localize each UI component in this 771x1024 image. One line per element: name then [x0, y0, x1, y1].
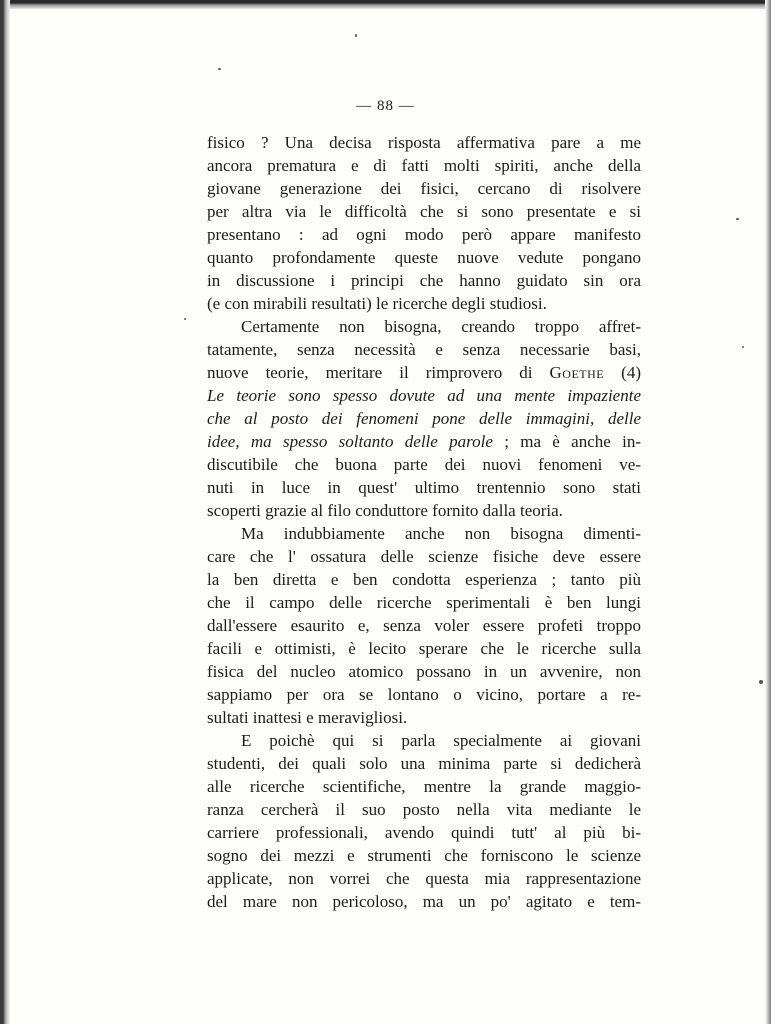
- text-segment: nuti in luce in quest' ultimo trentennio sono stati: [207, 478, 641, 497]
- text-segment: presentano : ad ogni modo però appare manifesto: [207, 225, 641, 244]
- page-number: — 88 —: [356, 98, 415, 114]
- text-line: [207, 430, 641, 453]
- text-segment: carriere professionali, avendo quindi tutt' al più bi-: [207, 823, 641, 842]
- text-segment: giovane generazione dei fisici, cercano di risolvere: [207, 179, 641, 198]
- text-line: [207, 476, 641, 499]
- scan-speck: [218, 68, 221, 70]
- italic-quote-segment: idee, ma spesso soltanto delle parole: [207, 432, 493, 451]
- text-segment: la ben diretta e ben condotta esperienza ; tanto più: [207, 570, 641, 589]
- text-segment: ranza cercherà il suo posto nella vita mediante le: [207, 800, 641, 819]
- text-segment: Ma indubbiamente anche non bisogna dimenti-: [241, 524, 641, 543]
- text-segment: ; ma è anche in-: [492, 432, 641, 451]
- text-line: [207, 407, 641, 430]
- scan-speck: [355, 34, 357, 37]
- text-segment: nuove teorie, meritare il rimprovero di: [207, 363, 550, 382]
- text-segment: sappiamo per ora se lontano o vicino, portare a re-: [207, 685, 641, 704]
- text-line: [207, 568, 641, 591]
- text-line: [207, 591, 641, 614]
- text-line: [207, 545, 641, 568]
- scan-speck: [736, 218, 739, 220]
- page-right-edge: [765, 0, 771, 1024]
- text-line: [207, 660, 641, 683]
- text-line: [207, 315, 641, 338]
- text-line: [207, 890, 641, 913]
- text-segment: fisico ? Una decisa risposta affermativa pare a me: [207, 133, 641, 152]
- text-line: [207, 844, 641, 867]
- text-segment: (e con mirabili resultati) le ricerche degli studiosi.: [207, 294, 547, 313]
- text-segment: (4): [604, 363, 641, 382]
- text-segment: in discussione i principi che hanno guidato sin ora: [207, 271, 641, 290]
- text-line: [207, 522, 641, 545]
- text-segment: care che l' ossatura delle scienze fisiche deve essere: [207, 547, 641, 566]
- text-line: [207, 361, 641, 384]
- text-line: [207, 867, 641, 890]
- text-segment: Certamente non bisogna, creando troppo affret-: [241, 317, 641, 336]
- text-line: [207, 821, 641, 844]
- text-segment: fisica del nucleo atomico possano in un avvenire, non: [207, 662, 641, 681]
- text-line: [207, 683, 641, 706]
- text-line: [207, 499, 641, 522]
- text-segment: scoperti grazie al filo conduttore fornito dalla teoria.: [207, 501, 563, 520]
- text-line: [207, 453, 641, 476]
- text-line: [207, 154, 641, 177]
- text-line: [207, 384, 641, 407]
- italic-quote-segment: Le teorie sono spesso dovute ad una mente impaziente: [207, 386, 641, 405]
- italic-quote-segment: che al posto dei fenomeni pone delle immagini, delle: [207, 409, 641, 428]
- text-segment: studenti, dei quali solo una minima parte si dedicherà: [207, 754, 641, 773]
- body-text: [207, 131, 641, 913]
- text-line: [207, 246, 641, 269]
- text-line: [207, 729, 641, 752]
- text-line: [207, 338, 641, 361]
- small-caps-name: Goethe: [549, 363, 605, 382]
- text-line: [207, 177, 641, 200]
- text-segment: sultati inattesi e meravigliosi.: [207, 708, 408, 727]
- text-segment: dall'essere esaurito e, senza voler essere profeti troppo: [207, 616, 641, 635]
- page-top-edge: [0, 0, 771, 9]
- text-segment: per altra via le difficoltà che si sono presentate e si: [207, 202, 641, 221]
- text-line: [207, 637, 641, 660]
- page-binding-edge: [0, 0, 10, 1024]
- text-segment: ancora prematura e di fatti molti spiriti, anche della: [207, 156, 641, 175]
- text-segment: discutibile che buona parte dei nuovi fenomeni ve-: [207, 455, 641, 474]
- text-segment: sogno dei mezzi e strumenti che forniscono le scienze: [207, 846, 641, 865]
- text-line: [207, 131, 641, 154]
- text-line: [207, 292, 641, 315]
- text-segment: che il campo delle ricerche sperimentali è ben lungi: [207, 593, 641, 612]
- scan-speck: [742, 346, 744, 348]
- text-segment: applicate, non vorrei che questa mia rappresentazione: [207, 869, 641, 888]
- text-line: [207, 614, 641, 637]
- text-line: [207, 706, 641, 729]
- text-segment: E poichè qui si parla specialmente ai giovani: [241, 731, 641, 750]
- scan-speck: [759, 680, 763, 684]
- text-segment: facili e ottimisti, è lecito sperare che le ricerche sulla: [207, 639, 641, 658]
- text-line: [207, 200, 641, 223]
- text-segment: tatamente, senza necessità e senza necessarie basi,: [207, 340, 641, 359]
- text-line: [207, 798, 641, 821]
- text-segment: del mare non pericoloso, ma un po' agitato e tem-: [207, 892, 641, 911]
- text-line: [207, 775, 641, 798]
- scan-speck: [184, 318, 186, 320]
- text-line: [207, 269, 641, 292]
- text-segment: alle ricerche scientifiche, mentre la grande maggio-: [207, 777, 641, 796]
- text-segment: quanto profondamente queste nuove vedute pongano: [207, 248, 641, 267]
- text-line: [207, 223, 641, 246]
- text-line: [207, 752, 641, 775]
